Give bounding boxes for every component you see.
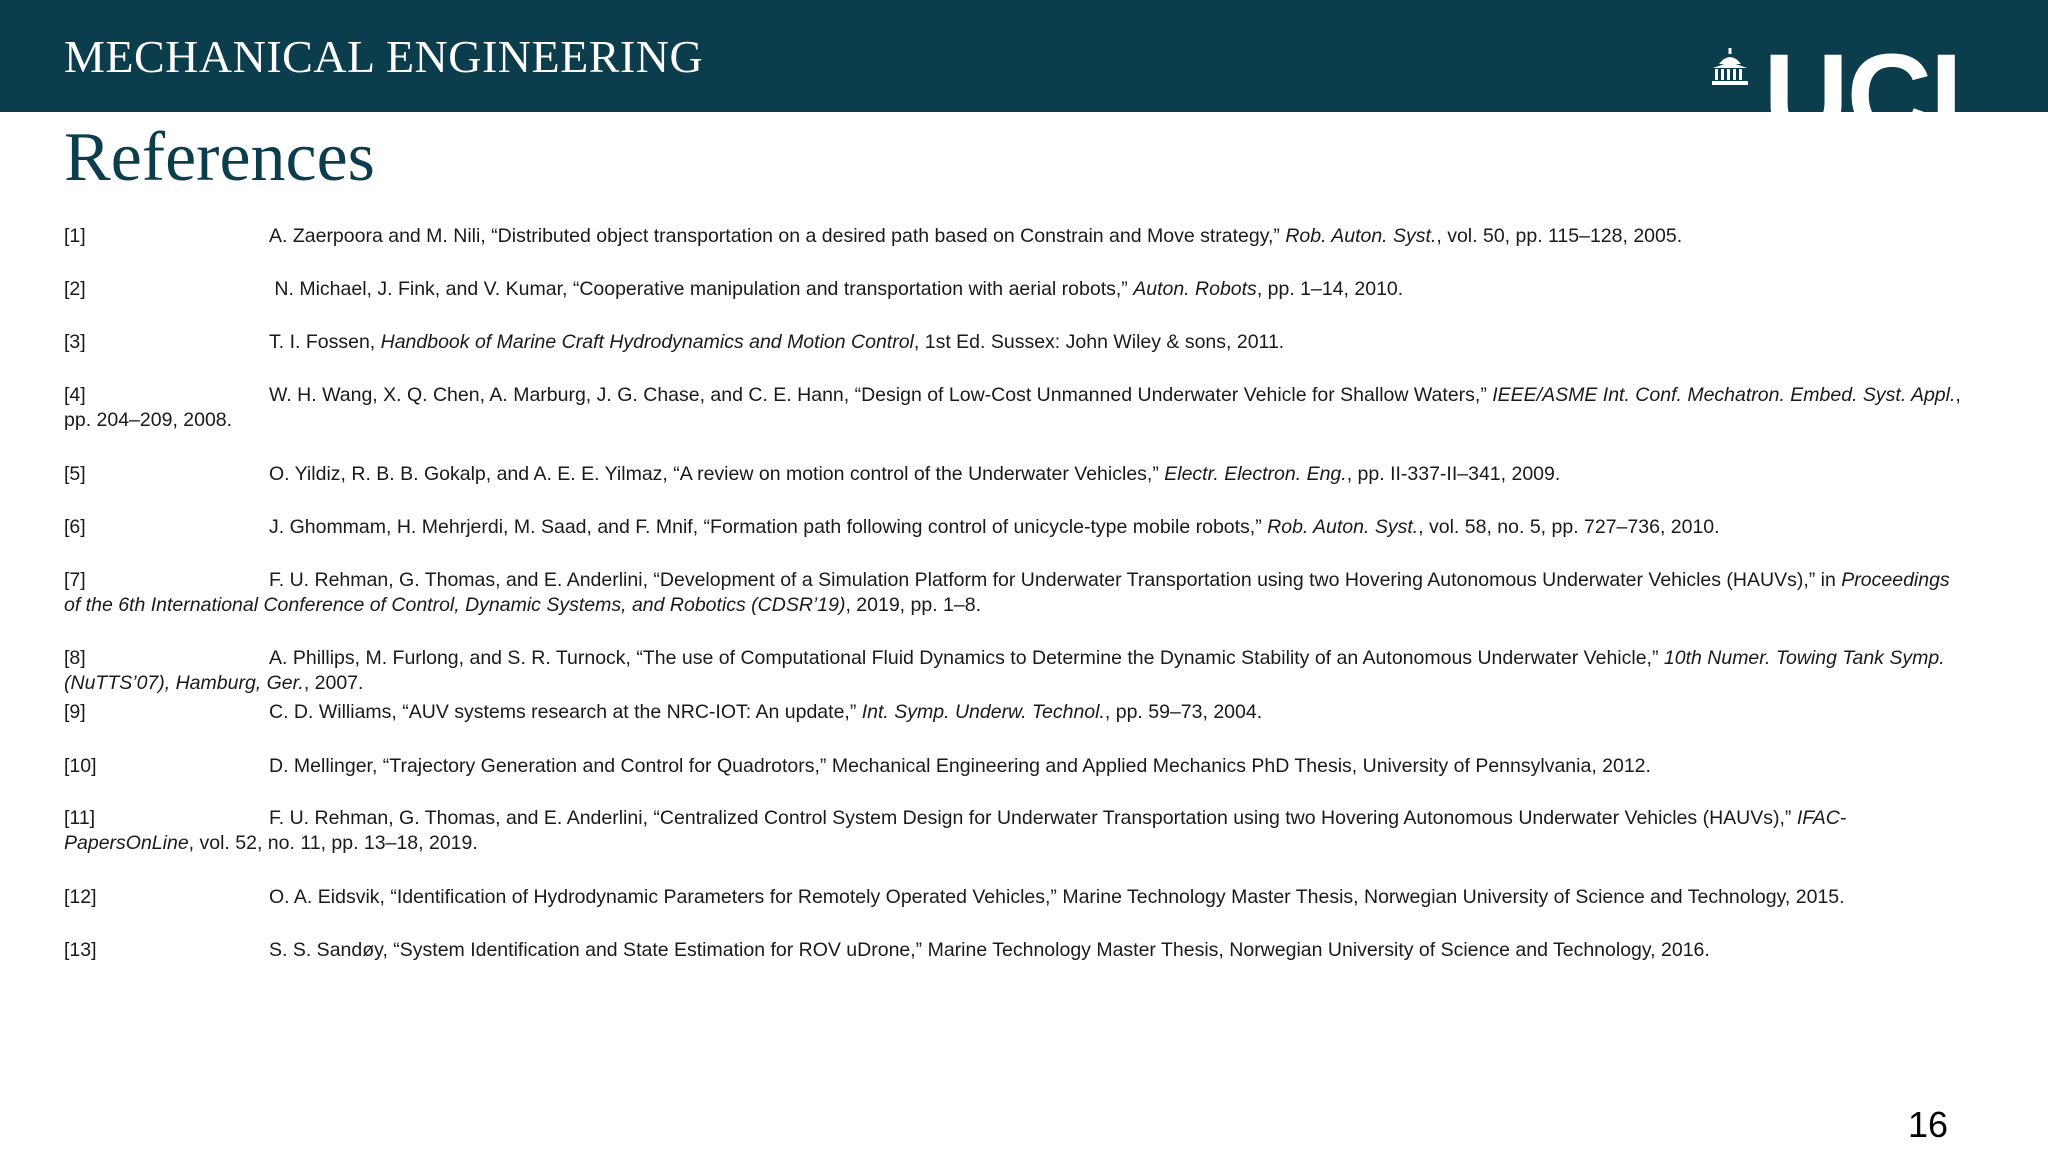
reference-item	[64, 806, 1964, 856]
ucl-wordmark: UCL	[1763, 30, 2000, 162]
page-number: 16	[1907, 1104, 1948, 1145]
reference-number: [6]	[64, 516, 86, 538]
reference-number: [10]	[64, 755, 97, 777]
reference-number: [11]	[64, 807, 96, 829]
reference-details: , vol. 58, no. 5, pp. 727–736, 2010.	[1418, 516, 1720, 538]
reference-item	[64, 330, 1964, 355]
reference-source: Auton. Robots	[1133, 278, 1257, 300]
reference-item	[64, 754, 1964, 779]
reference-item	[64, 646, 1964, 696]
reference-details: , 1st Ed. Sussex: John Wiley & sons, 2011.	[913, 331, 1285, 353]
reference-number: [12]	[64, 886, 97, 908]
reference-item	[64, 224, 1964, 249]
reference-source: 10th Numer. Towing Tank Symp. (NuTTS’07), Hamburg, Ger.	[64, 647, 1945, 694]
reference-item	[64, 568, 1964, 618]
reference-text: O. A. Eidsvik, “Identification of Hydrodynamic Parameters for Remotely Operated Vehicles,” Marine Technology Master Thesis, Norwegian University of Science and Technology, 2015.	[269, 886, 1845, 908]
reference-item	[64, 277, 1964, 302]
reference-details: , pp. II-337-II–341, 2009.	[1346, 463, 1561, 485]
reference-number: [1]	[64, 225, 86, 247]
reference-details: , vol. 52, no. 11, pp. 13–18, 2019.	[188, 832, 478, 854]
reference-text: N. Michael, J. Fink, and V. Kumar, “Cooperative manipulation and transportation with aerial robots,”	[269, 278, 1134, 300]
reference-item	[64, 383, 1964, 433]
reference-details: , vol. 50, pp. 115–128, 2005.	[1436, 225, 1683, 247]
reference-details: , 2019, pp. 1–8.	[845, 594, 981, 616]
reference-details: , pp. 204–209, 2008.	[64, 384, 1961, 431]
reference-details: , 2007.	[303, 672, 364, 694]
reference-number: [8]	[64, 647, 86, 669]
department-name: MECHANICAL ENGINEERING	[64, 31, 704, 82]
reference-details: , pp. 59–73, 2004.	[1104, 701, 1263, 723]
reference-number: [7]	[64, 569, 86, 591]
reference-text: S. S. Sandøy, “System Identification and State Estimation for ROV uDrone,” Marine Technology Master Thesis, Norwegian University of Science and Technology, 2016.	[269, 939, 1710, 961]
reference-text: C. D. Williams, “AUV systems research at the NRC-IOT: An update,”	[269, 701, 862, 723]
portico-dome-icon	[1711, 48, 1749, 86]
slide-title: References	[64, 119, 375, 196]
reference-details: , pp. 1–14, 2010.	[1256, 278, 1404, 300]
reference-text: W. H. Wang, X. Q. Chen, A. Marburg, J. G. Chase, and C. E. Hann, “Design of Low-Cost Unmanned Underwater Vehicle for Shallow Waters,”	[269, 384, 1493, 406]
reference-text: A. Zaerpoora and M. Nili, “Distributed object transportation on a desired path based on Constrain and Move strategy,”	[269, 225, 1286, 247]
reference-text: T. I. Fossen,	[269, 331, 381, 353]
reference-text: O. Yildiz, R. B. B. Gokalp, and A. E. E. Yilmaz, “A review on motion control of the Underwater Vehicles,”	[269, 463, 1165, 485]
reference-item	[64, 700, 1964, 725]
reference-item	[64, 885, 1964, 910]
reference-number: [13]	[64, 939, 97, 961]
reference-text: D. Mellinger, “Trajectory Generation and Control for Quadrotors,” Mechanical Engineering and Applied Mechanics PhD Thesis, University of Pennsylvania, 2012.	[269, 755, 1651, 777]
reference-number: [5]	[64, 463, 86, 485]
reference-source: Handbook of Marine Craft Hydrodynamics and Motion Control	[380, 331, 914, 353]
reference-text: A. Phillips, M. Furlong, and S. R. Turnock, “The use of Computational Fluid Dynamics to Determine the Dynamic Stability of an Autonomous Underwater Vehicle,”	[269, 647, 1664, 669]
reference-number: [2]	[64, 278, 86, 300]
reference-source: IFAC-PapersOnLine	[64, 807, 1847, 854]
reference-source: Rob. Auton. Syst.	[1285, 225, 1437, 247]
reference-number: [4]	[64, 384, 86, 406]
reference-text: F. U. Rehman, G. Thomas, and E. Anderlini, “Centralized Control System Design for Underwater Transportation using two Hovering Autonomous Underwater Vehicles (HAUVs),”	[269, 807, 1797, 829]
reference-source: IEEE/ASME Int. Conf. Mechatron. Embed. Syst. Appl.	[1492, 384, 1956, 406]
reference-item	[64, 938, 1964, 963]
reference-number: [9]	[64, 701, 86, 723]
reference-source: Electr. Electron. Eng.	[1164, 463, 1347, 485]
reference-item	[64, 462, 1964, 487]
reference-source: Proceedings of the 6th International Conference of Control, Dynamic Systems, and Robotics (CDSR’19)	[64, 569, 1950, 616]
reference-text: J. Ghommam, H. Mehrjerdi, M. Saad, and F. Mnif, “Formation path following control of unicycle-type mobile robots,”	[269, 516, 1268, 538]
reference-source: Rob. Auton. Syst.	[1267, 516, 1419, 538]
reference-source: Int. Symp. Underw. Technol.	[861, 701, 1105, 723]
reference-number: [3]	[64, 331, 86, 353]
reference-text: F. U. Rehman, G. Thomas, and E. Anderlini, “Development of a Simulation Platform for Underwater Transportation using two Hovering Autonomous Underwater Vehicles (HAUVs),” in	[269, 569, 1842, 591]
reference-item	[64, 515, 1964, 540]
ucl-logo	[1711, 30, 2000, 162]
